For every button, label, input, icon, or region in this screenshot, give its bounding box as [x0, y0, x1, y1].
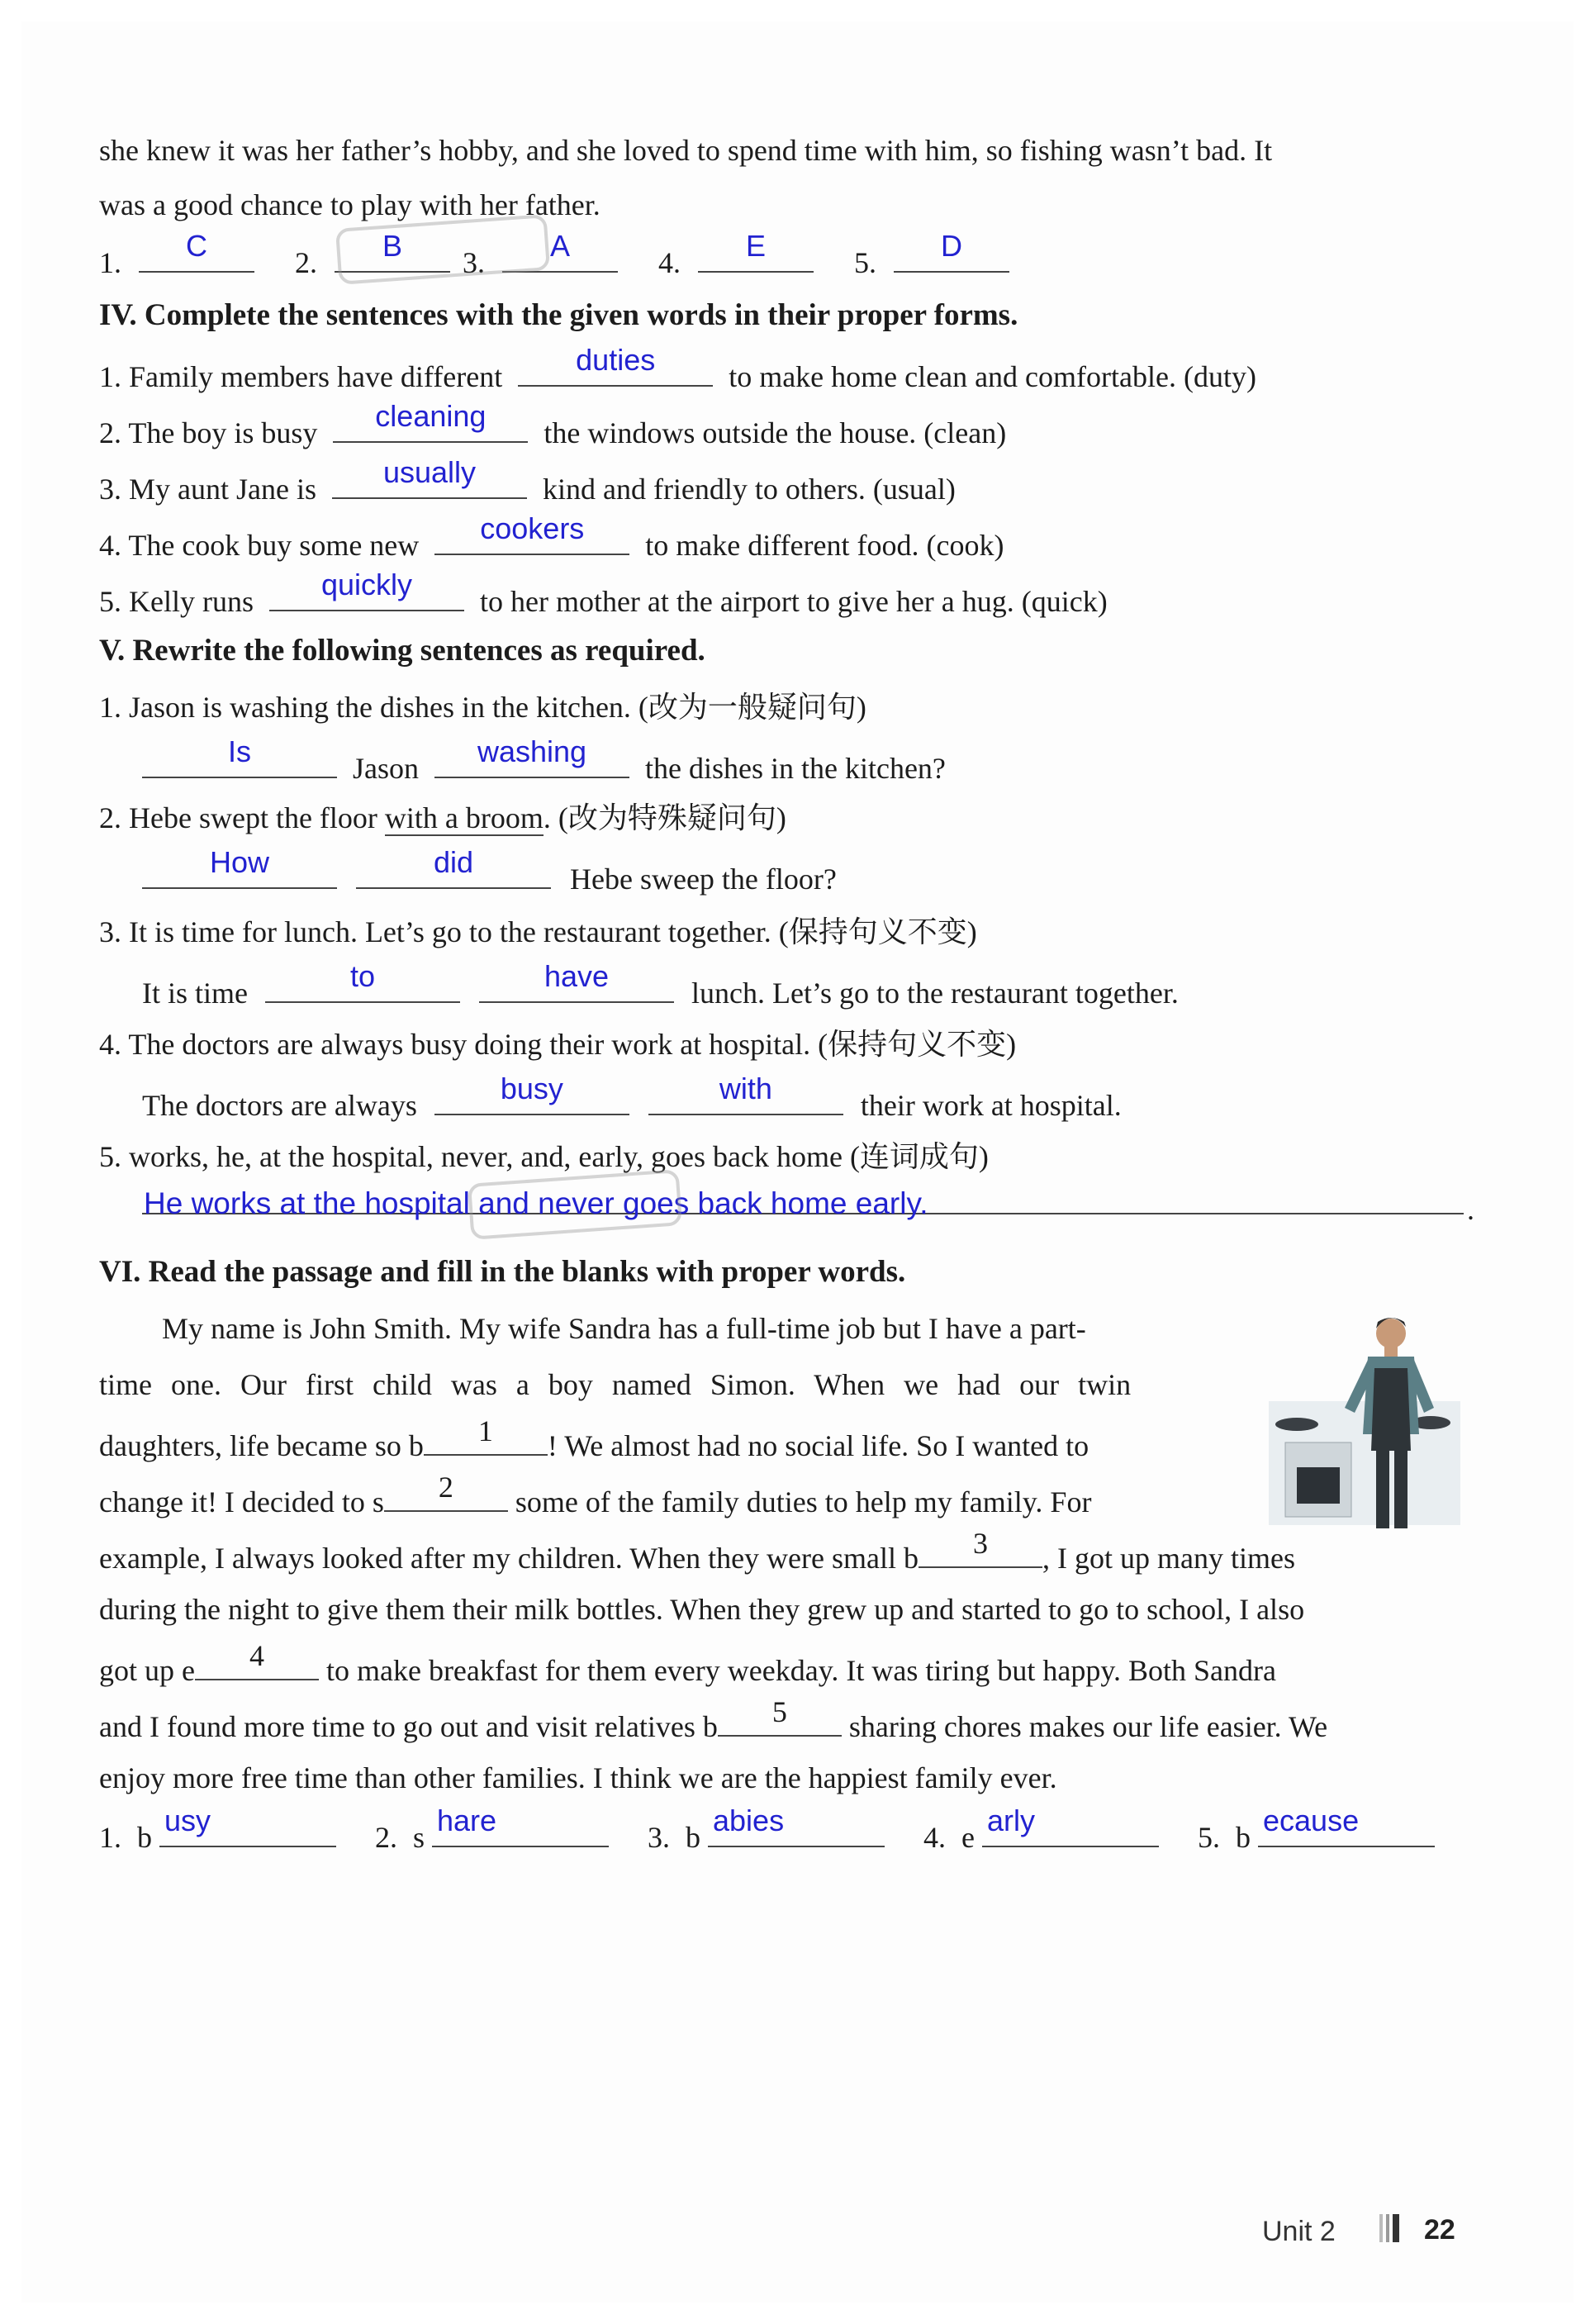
answer-blank[interactable]	[648, 1072, 843, 1115]
given-letter: e	[961, 1821, 975, 1854]
page-number: 22	[1424, 2214, 1455, 2246]
item-number: 5.	[99, 585, 121, 618]
answer-blank[interactable]	[356, 845, 551, 889]
prompt-text: works, he, at the hospital, never, and, early, goes back home (连词成句)	[129, 1140, 989, 1173]
sentence-text: their work at hospital.	[860, 1089, 1122, 1122]
sentence-text: lunch. Let’s go to the restaurant together.	[691, 977, 1179, 1010]
handwritten-answer: washing	[477, 734, 587, 768]
item-number: 5.	[854, 246, 876, 279]
section4-heading: IV. Complete the sentences with the given words in their proper forms.	[99, 298, 1018, 332]
rewrite-prompt	[99, 798, 786, 838]
answer-blank[interactable]	[698, 229, 814, 273]
passage-blank[interactable]	[919, 1527, 1042, 1568]
section3-answer-row	[99, 229, 1009, 283]
prompt-text: . (改为特殊疑问句)	[543, 801, 786, 834]
given-letter: s	[413, 1821, 425, 1854]
handwritten-answer: ecause	[1263, 1804, 1360, 1837]
blank-number: 3	[973, 1527, 988, 1560]
handwritten-answer: He works at the hospital and never goes back home early.	[144, 1186, 928, 1220]
passage-text: and I found more time to go out and visit relatives b	[99, 1710, 718, 1743]
sentence-start: The boy is busy	[128, 416, 318, 449]
underlined-phrase: with a broom	[384, 801, 544, 834]
answer-blank[interactable]	[269, 568, 464, 611]
answer-blank[interactable]	[1258, 1804, 1435, 1847]
section4-item	[99, 568, 1108, 621]
passage-text: ! We almost had no social life. So I wanted to	[547, 1429, 1089, 1462]
blank-number: 2	[438, 1471, 453, 1504]
passage-text: got up e	[99, 1654, 195, 1687]
rewrite-answer-row	[142, 845, 837, 899]
item-number: 3.	[648, 1821, 671, 1854]
passage-line	[99, 1471, 1092, 1522]
answer-blank[interactable]	[333, 399, 528, 443]
handwritten-answer: abies	[713, 1804, 785, 1837]
passage-line	[99, 1639, 1276, 1690]
given-letter: b	[137, 1821, 152, 1854]
section4-item	[99, 343, 1256, 397]
sentence-end: kind and friendly to others. (usual)	[542, 473, 956, 506]
right-leg	[1394, 1449, 1407, 1528]
answer-blank[interactable]	[432, 1804, 609, 1847]
sentence-start: Kelly runs	[129, 585, 254, 618]
frying-pan-icon	[1275, 1418, 1318, 1431]
section6-answer-row	[99, 1804, 1435, 1857]
given-letter: b	[1236, 1821, 1251, 1854]
handwritten-answer: busy	[500, 1072, 563, 1105]
handwritten-answer: did	[433, 845, 474, 879]
handwritten-answer: C	[186, 229, 207, 263]
item-number: 2.	[375, 1821, 397, 1854]
passage-line: time one. Our first child was a boy named Simon. When we had our twin	[99, 1368, 1132, 1401]
sentence-text: It is time	[142, 977, 248, 1010]
section4-item	[99, 399, 1007, 453]
passage-text: daughters, life became so b	[99, 1429, 424, 1462]
handwritten-answer: have	[544, 959, 610, 993]
item-number: 1.	[99, 1821, 121, 1854]
answer-blank[interactable]	[479, 959, 674, 1003]
blank-number: 5	[771, 1695, 787, 1728]
passage-text: to make breakfast for them every weekday. It was tiring but happy. Both Sandra	[325, 1654, 1276, 1687]
answer-blank[interactable]	[434, 1072, 629, 1115]
item-number: 3.	[463, 246, 485, 279]
passage-text: change it! I decided to s	[99, 1485, 384, 1518]
handwritten-answer: B	[382, 229, 402, 263]
handwritten-answer: duties	[576, 343, 656, 377]
passage-line	[99, 1527, 1295, 1578]
handwritten-answer: Is	[227, 734, 251, 768]
page-marker-bars-icon	[1378, 2211, 1411, 2246]
passage-line: enjoy more free time than other families. I think we are the happiest family ever.	[99, 1761, 1057, 1794]
passage-text: , I got up many times	[1042, 1542, 1295, 1575]
answer-blank[interactable]	[434, 511, 629, 555]
item-number: 2.	[99, 801, 121, 834]
rewrite-prompt	[99, 1137, 989, 1176]
handwritten-answer: cookers	[480, 511, 585, 545]
answer-blank[interactable]	[139, 229, 254, 273]
prompt-text: Hebe swept the floor	[129, 801, 377, 834]
prompt-text: The doctors are always busy doing their work at hospital. (保持句义不变)	[128, 1028, 1017, 1061]
sentence-start: Family members have different	[129, 360, 503, 393]
section6-heading: VI. Read the passage and fill in the blanks with proper words.	[99, 1255, 906, 1289]
item-number: 2.	[295, 246, 317, 279]
unit-label: Unit 2	[1262, 2216, 1336, 2247]
rewrite-prompt	[99, 912, 977, 952]
item-number: 1.	[99, 691, 121, 724]
item-number: 4.	[923, 1821, 947, 1854]
answer-blank[interactable]	[982, 1804, 1159, 1847]
item-number: 4.	[99, 529, 121, 562]
handwritten-answer: with	[719, 1072, 772, 1105]
handwritten-answer: E	[745, 229, 766, 263]
rewrite-answer-row	[142, 959, 1179, 1013]
passage-line	[99, 1414, 1089, 1466]
section5-heading: V. Rewrite the following sentences as required.	[99, 634, 705, 668]
handwritten-answer: hare	[437, 1804, 497, 1837]
passage-text: example, I always looked after my children. When they were small b	[99, 1542, 919, 1575]
apron	[1371, 1368, 1411, 1451]
passage-blank[interactable]	[384, 1471, 508, 1512]
handwritten-answer: A	[549, 229, 570, 263]
section4-item	[99, 455, 956, 509]
answer-blank[interactable]	[159, 1804, 336, 1847]
sentence-end: the windows outside the house. (clean)	[544, 416, 1007, 449]
blank-number: 1	[477, 1414, 493, 1447]
handwritten-answer: How	[209, 845, 270, 879]
passage-line: My name is John Smith. My wife Sandra has a full-time job but I have a part-	[162, 1312, 1086, 1345]
given-letter: b	[686, 1821, 701, 1854]
sentence-text: The doctors are always	[142, 1089, 417, 1122]
sentence-start: The cook buy some new	[128, 529, 420, 562]
sentence-end: to make different food. (cook)	[645, 529, 1004, 562]
oven-window	[1297, 1467, 1340, 1504]
rewrite-prompt	[99, 687, 866, 727]
handwritten-answer: quickly	[320, 568, 412, 601]
passage-blank[interactable]	[718, 1695, 842, 1737]
item-number: 4.	[658, 246, 681, 279]
rewrite-answer-row	[142, 734, 946, 788]
sentence-start: My aunt Jane is	[129, 473, 316, 506]
passage-line	[99, 1695, 1328, 1747]
rewrite-answer-row	[142, 1072, 1122, 1125]
passage-line: during the night to give them their milk bottles. When they grew up and started to go to school, I also	[99, 1593, 1305, 1626]
sentence-end: to make home clean and comfortable. (duty)	[729, 360, 1256, 393]
handwritten-answer: arly	[987, 1804, 1036, 1837]
blank-number: 4	[249, 1639, 264, 1672]
handwritten-answer: cleaning	[375, 399, 487, 433]
section4-item	[99, 511, 1004, 565]
item-number: 3.	[99, 473, 121, 506]
passage-blank[interactable]	[424, 1414, 548, 1456]
answer-blank[interactable]	[332, 455, 527, 499]
item-number: 4.	[99, 1028, 121, 1061]
prompt-text: It is time for lunch. Let’s go to the restaurant together. (保持句义不变)	[129, 915, 977, 948]
neck	[1384, 1347, 1398, 1357]
handwritten-answer: D	[941, 229, 962, 263]
item-number: 1.	[99, 360, 121, 393]
passage-text: sharing chores makes our life easier. We	[848, 1710, 1328, 1743]
passage-text: some of the family duties to help my family. For	[515, 1485, 1092, 1518]
item-number: 3.	[99, 915, 121, 948]
answer-blank[interactable]	[265, 959, 460, 1003]
handwritten-answer: usually	[382, 455, 476, 489]
answer-blank[interactable]	[142, 845, 337, 889]
answer-blank[interactable]	[894, 229, 1009, 273]
answer-blank[interactable]	[142, 734, 337, 778]
rewrite-prompt	[99, 1024, 1016, 1064]
sentence-text: Hebe sweep the floor?	[570, 863, 837, 896]
period-mark: .	[1467, 1193, 1474, 1226]
prompt-text: Jason is washing the dishes in the kitchen. (改为一般疑问句)	[129, 691, 866, 724]
answer-blank[interactable]	[708, 1804, 885, 1847]
item-number: 5.	[99, 1140, 121, 1173]
handwritten-answer: usy	[164, 1804, 211, 1837]
item-number: 5.	[1198, 1821, 1220, 1854]
handwritten-answer: to	[349, 959, 376, 993]
sentence-text: the dishes in the kitchen?	[645, 752, 946, 785]
answer-blank[interactable]	[434, 734, 629, 778]
sentence-text: Jason	[353, 752, 419, 785]
left-leg	[1376, 1449, 1389, 1528]
item-number: 2.	[99, 416, 121, 449]
passage-line: she knew it was her father’s hobby, and she loved to spend time with him, so fishing wasn’t bad. It	[99, 134, 1273, 167]
cooking-man-illustration	[1269, 1310, 1460, 1533]
passage-line: was a good chance to play with her father.	[99, 188, 600, 221]
answer-blank[interactable]	[518, 343, 713, 387]
sentence-end: to her mother at the airport to give her a hug. (quick)	[479, 585, 1108, 618]
passage-blank[interactable]	[195, 1639, 319, 1680]
item-number: 1.	[99, 246, 121, 279]
